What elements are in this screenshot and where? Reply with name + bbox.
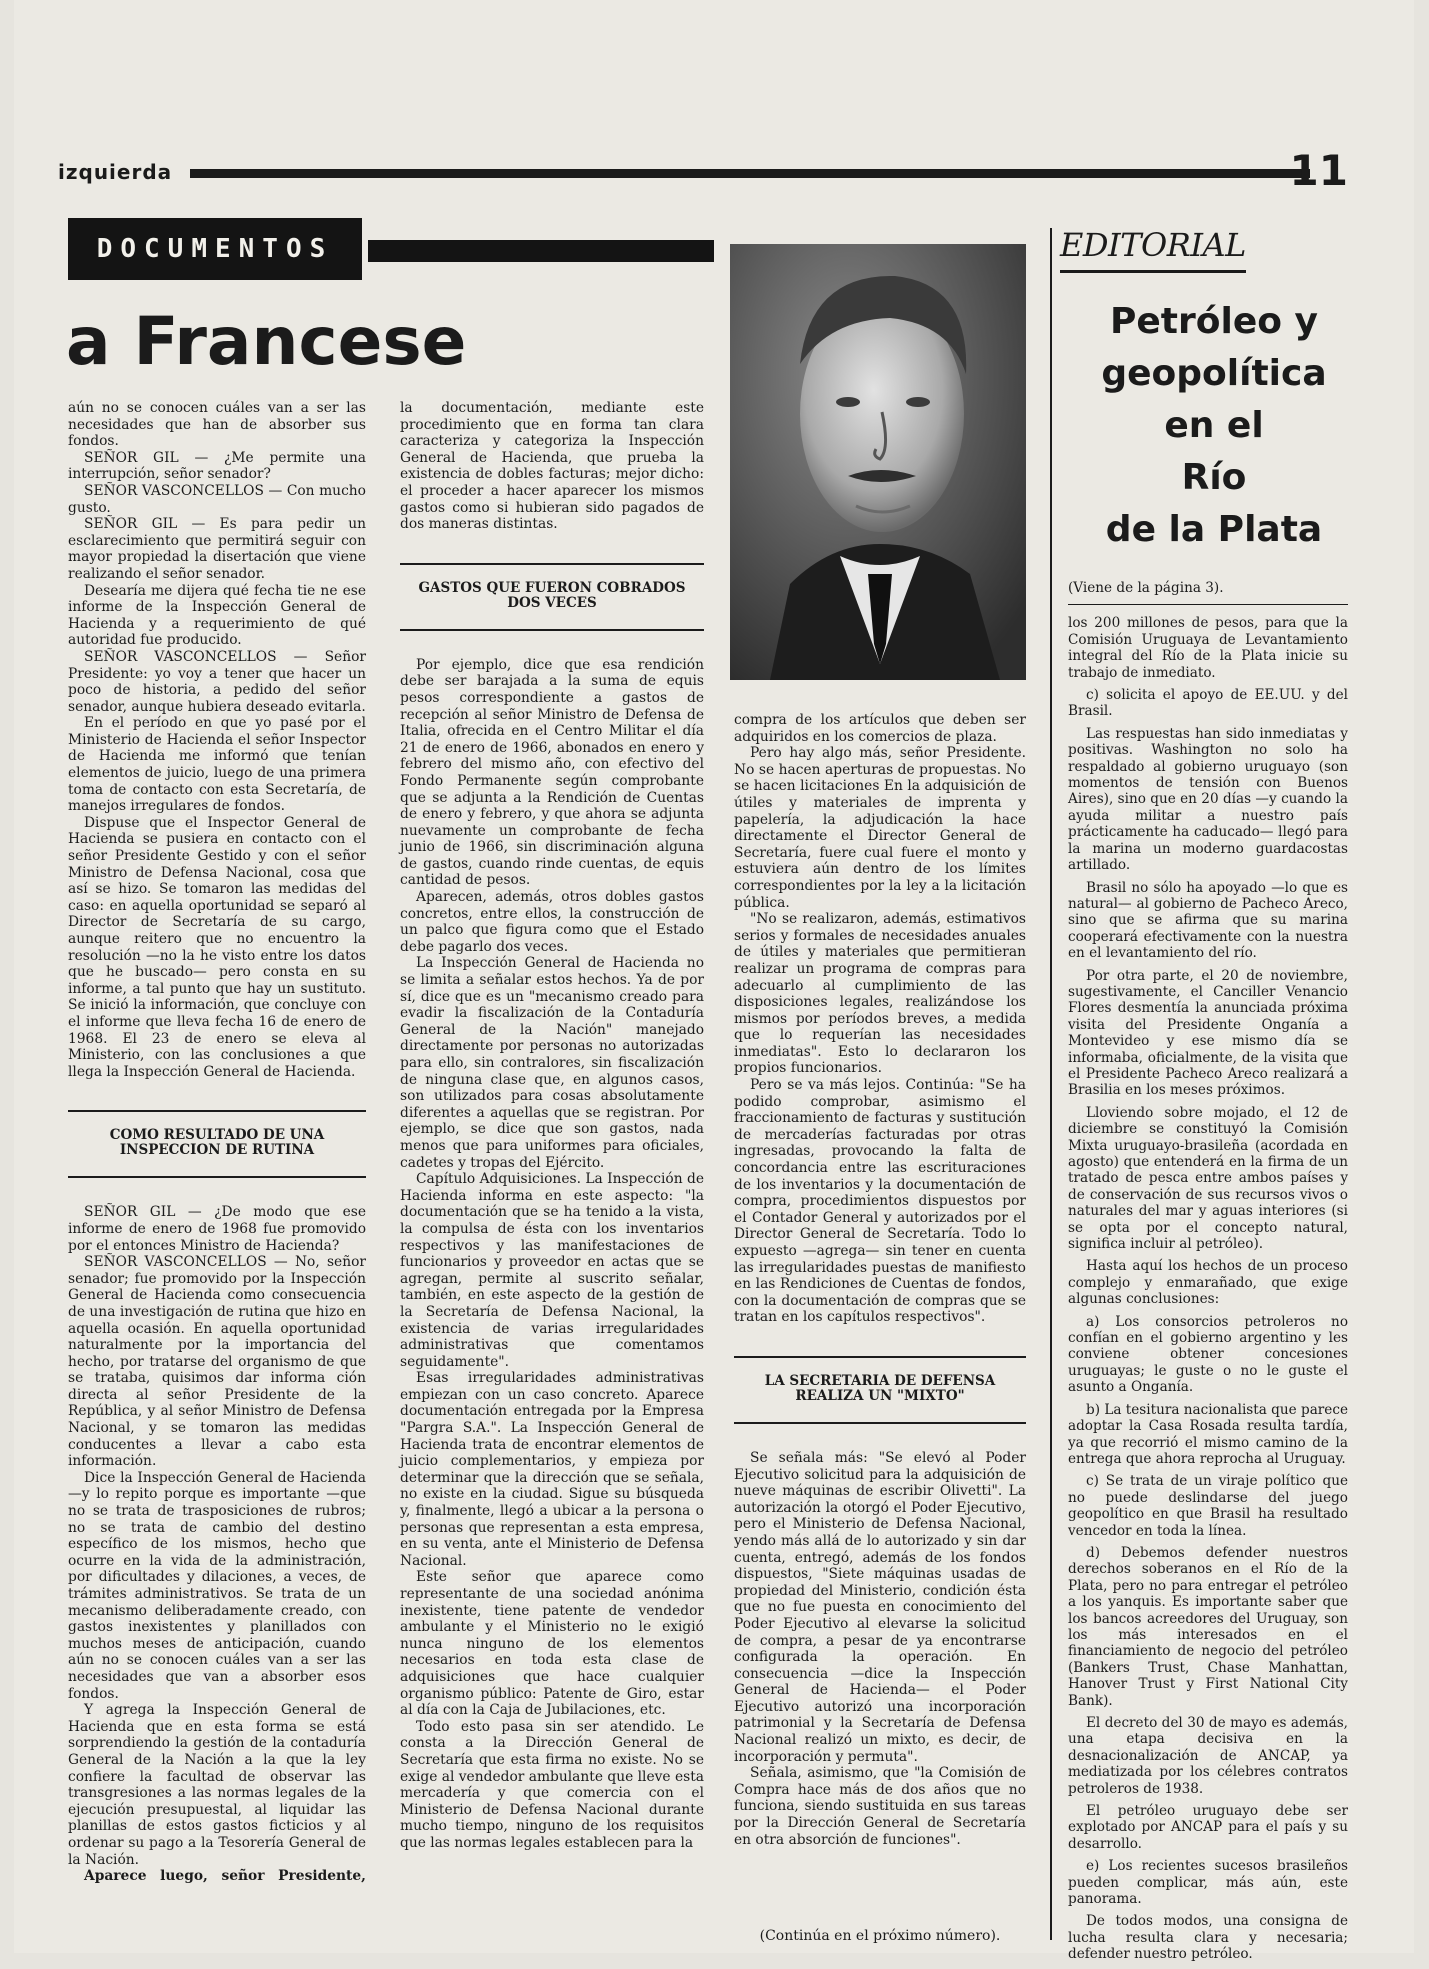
paragraph: Hasta aquí los hechos de un proceso complejo y enmarañado, que exige algunas conclusiones:	[1068, 1258, 1348, 1308]
paragraph: Todo esto pasa sin ser atendido. Le consta a la Dirección General de Secretaría que esta firma no existe. No se exige al vendedor ambulante que lleve esta mercadería y que comercia con el Ministerio de Defensa Nacional durante mucho tiempo, ninguno de los requisitos que las normas legales establecen para la	[400, 1718, 704, 1851]
page-header	[58, 146, 1348, 202]
paragraph: Pero hay algo más, señor Presidente. No se hacen aperturas de propuestas. No se hacen licitaciones En la adquisición de útiles y materiales de imprenta y papelería, la adjudicación la hace directamente el Director General de Secretaría, fuere cual fuere el monto y estuviera aún dentro de los límites correspondientes por la ley a la licitación pública.	[734, 745, 1026, 911]
editorial-column	[1068, 580, 1348, 1969]
paragraph: c) Se trata de un viraje político que no puede deslindarse del juego geopolítico en que Brasil ha resultado vencedor en toda la línea.	[1068, 1473, 1348, 1539]
kicker-rule	[368, 240, 714, 262]
paragraph: Este señor que aparece como representante de una sociedad anónima inexistente, tiene patente de vendedor ambulante y el Ministerio no le exigió nunca ninguno de los elementos necesarios en toda esta clase de adquisiciones que hace cualquier organismo público: Patente de Giro, estar al día con la Caja de Jubilaciones, etc.	[400, 1569, 704, 1719]
paragraph: Se señala más: "Se elevó al Poder Ejecutivo solicitud para la adquisición de nueve máquinas de escribir Olivetti". La autorización la otorgó el Poder Ejecutivo, pero el Ministerio de Defensa Nacional, yendo más allá de lo autorizado y sin dar cuenta, entregó, además de los fondos dispuestos, "Siete máquinas usadas de propiedad del Ministerio, condición ésta que no fue puesta en conocimiento del Poder Ejecutivo al elevarse la solicitud de compra, a pesar de ya encontrarse configurada la operación. En consecuencia —dice la Inspección General de Hacienda— el Poder Ejecutivo autorizó una incorporación patrimonial y la Secretaría de Defensa Nacional realizó un mixto, es decir, de incorporación y permuta".	[734, 1449, 1026, 1765]
paragraph: compra de los artículos que deben ser adquiridos en los comercios de plaza.	[734, 712, 1026, 745]
paragraph: Por ejemplo, dice que esa rendición debe ser barajada a la suma de equis pesos correspondiente a gastos de recepción al señor Ministro de Defensa de Italia, ofrecida en el Centro Militar el día 21 de enero de 1966, abonados en enero y febrero del mismo año, con efectivo del Fondo Permanente según comprobante que se adjunta a la Rendición de Cuentas de enero y febrero, y que ahora se adjunta nuevamente un comprobante de fecha junio de 1966, sin discriminación alguna de gastos, cuando rinde cuentas, de equis cantidad de pesos.	[400, 656, 704, 889]
paragraph: la documentación, mediante este procedimiento que en forma tan clara caracteriza y categoriza la Inspección General de Hacienda, que prueba la existencia de dobles facturas; mejor dicho: el proceder a hacer aparecer los mismos gastos como si hubieran sido pagados de dos maneras distintas.	[400, 400, 704, 533]
paragraph: Lloviendo sobre mojado, el 12 de diciembre se constituyó la Comisión Mixta uruguayo-brasileña (acordada en agosto) que entenderá en la firma de un tratado de pesca entre ambos países y de conservación de sus recursos vivos o naturales del mar y aguas interiores (si se opta por el concepto natural, significa incluir al petróleo).	[1068, 1104, 1348, 1253]
article-headline: a Francese	[66, 303, 467, 380]
paragraph: b) La tesitura nacionalista que parece adoptar la Casa Rosada resulta tardía, ya que recorrió el mismo camino de la entrega que ahora reprocha al Uruguay.	[1068, 1401, 1349, 1467]
page-number: 11	[1289, 146, 1348, 195]
section-name: izquierda	[58, 160, 173, 184]
editorial-title-line: geopolítica	[1101, 353, 1327, 394]
paragraph: SEÑOR GIL — ¿De modo que ese informe de enero de 1968 fue promovido por el entonces Ministro de Hacienda?	[68, 1204, 366, 1254]
paragraph: aún no se conocen cuáles van a ser las necesidades que han de absorber sus fondos.	[68, 400, 366, 450]
paragraph: Por otra parte, el 20 de noviembre, sugestivamente, el Canciller Venancio Flores desmentía la anunciada próxima visita del Presidente Onganía a Montevideo y ese mismo día se informaba, oficialmente, de la visita que el Presidente Pacheco Areco realizará a Brasilia en los meses próximos.	[1068, 967, 1348, 1099]
paragraph: SEÑOR VASCONCELLOS — Señor Presidente: yo voy a tener que hacer un poco de historia, a pedido del señor senador, aunque hubiera deseado evitarla.	[68, 648, 366, 715]
editorial-title-line: Petróleo y	[1110, 301, 1318, 342]
paragraph: los 200 millones de pesos, para que la Comisión Uruguaya de Levantamiento integral del Río de la Plata inicie su trabajo de inmediato.	[1068, 615, 1348, 681]
paragraph: SEÑOR VASCONCELLOS — No, señor senador; fue promovido por la Inspección General de Hacienda como consecuencia de una investigación de rutina que hizo en aquella ocasión. En aquella oportunidad naturalmente por la importancia del hecho, por tratarse del organismo de que se trataba, quisimos dar informa ción directa al señor Presidente de la República, y al señor Ministro de Defensa Nacional, y se tomaron las medidas conducentes a llevar a cabo esta información.	[68, 1254, 366, 1470]
paragraph: Aparecen, además, otros dobles gastos concretos, entre ellos, la construcción de un palco que figura como que el Estado debe pagarlo dos veces.	[400, 889, 704, 955]
article-column-3	[734, 712, 1026, 1848]
paragraph: Dice la Inspección General de Hacienda —y lo repito porque es importante —que no se trata de trasposiciones de rubros; no se trata de cambio del destino específico de los mismos, hecho que ocurre en la vida de la administración, por dificultades y dilaciones, a veces, de trámites administrativos. Se trata de un mecanismo deliberadamente creado, con gastos inexistentes y planillados con muchos meses de anticipación, cuando aún no se conocen cuáles van a ser las necesidades que van a absorber esos fondos.	[68, 1469, 366, 1702]
paragraph: Y agrega la Inspección General de Hacienda que en esta forma se está sorprendiendo la gestión de la contaduría General de la Nación a la que la ley confiere la facultad de observar las transgresiones a las normas legales de la ejecución presupuestal, al liquidar las planillas de estos gastos ficticios y al ordenar su pago a la Tesorería General de la Nación.	[68, 1702, 366, 1868]
paragraph: Esas irregularidades administrativas empiezan con un caso concreto. Aparece documentación entregada por la Empresa "Pargra S.A.". La Inspección General de Hacienda trata de encontrar elementos de juicio complementarios, y empieza por determinar que la dirección que se señala, no existe en la ciudad. Sigue su búsqueda y, finalmente, llegó a ubicar a la persona o personas que representan a esta empresa, en su venta, ante el Ministerio de Defensa Nacional.	[400, 1370, 704, 1569]
paragraph: a) Los consorcios petroleros no confían en el gobierno argentino y les conviene obtener concesiones uruguayas; le guste o no le guste el asunto a Onganía.	[1068, 1313, 1348, 1396]
paragraph: Las respuestas han sido inmediatas y positivas. Washington no solo ha respaldado al gobierno uruguayo (son momentos de tensión con Buenos Aires), sino que en 20 días —y cuando la ayuda militar a nuestro país prácticamente ha caducado— llegó para la marina un moderno guardacostas artillado.	[1068, 725, 1348, 874]
paragraph: SEÑOR GIL — Es para pedir un esclarecimiento que permitirá seguir con mayor propiedad la disertación que viene realizando el señor senador.	[68, 516, 366, 582]
paragraph: c) solicita el apoyo de EE.UU. y del Brasil.	[1068, 687, 1348, 720]
paragraph: Capítulo Adquisiciones. La Inspección de Hacienda informa en este aspecto: "la documentación que se ha tenido a la vista, la compulsa de ésta con los inventarios respectivos y las manifestaciones de funcionarios y proveedor en actas que se agregan, permite al suscrito señalar, también, en este aspecto de la gestión de la Secretaría de Defensa Nacional, la existencia de varias irregularidades administrativas que comentamos seguidamente".	[400, 1171, 704, 1370]
editorial-rule	[1068, 604, 1348, 605]
editorial-title-line: de la Plata	[1105, 509, 1323, 550]
editorial-label: EDITORIAL	[1060, 226, 1246, 273]
paragraph: SEÑOR GIL — ¿Me permite una interrupción, señor senador?	[68, 449, 366, 483]
paragraph: En el período en que yo pasé por el Ministerio de Hacienda el señor Inspector de Hacienda me informó que tenían elementos de juicio, luego de una primera toma de contacto con esta Secretaría, de manejos irregulares de fondos.	[68, 715, 366, 815]
paragraph: De todos modos, una consigna de lucha resulta clara y necesaria; defender nuestro petróleo.	[1068, 1913, 1348, 1963]
editorial-title-line: Río	[1181, 457, 1247, 498]
paragraph: El petróleo uruguayo debe ser explotado por ANCAP para el país y su desarrollo.	[1068, 1803, 1348, 1852]
header-rule	[190, 169, 1310, 178]
article-column-1	[68, 400, 366, 1885]
paragraph: Brasil no sólo ha apoyado —lo que es natural— al gobierno de Pacheco Areco, sino que se afirma que su marina cooperará efectivamente con la nuestra en el levantamiento del río.	[1068, 879, 1348, 962]
editorial-divider	[1050, 228, 1052, 1940]
paragraph: SEÑOR VASCONCELLOS — Con mucho gusto.	[68, 482, 366, 516]
newspaper-page	[14, 0, 1414, 1963]
paragraph: Aparece luego, señor Presidente,	[84, 1868, 366, 1885]
continued-from-note: (Viene de la página 3).	[1068, 580, 1224, 596]
portrait-illustration	[730, 244, 1026, 680]
paragraph: "No se realizaron, además, estimativos serios y formales de necesidades anuales de útiles y materiales que permitieran realizar un programa de compras para adecuarlo al cumplimiento de las disposiciones legales, realizándose los mismos por períodos breves, a medida que lo requerían las necesidades inmediatas". Esto lo declararon los propios funcionarios.	[734, 911, 1026, 1077]
paragraph: El decreto del 30 de mayo es además, una etapa decisiva en la desnacionalización de ANCAP, ya mediatizada por los célebres contratos petroleros de 1938.	[1068, 1715, 1348, 1797]
subheading: LA SECRETARIA DE DEFENSA REALIZA UN "MIXTO"	[734, 1356, 1026, 1424]
paragraph: d) Debemos defender nuestros derechos soberanos en el Río de la Plata, pero no para entregar el petróleo a los yanquis. Es importante saber que los bancos acreedores del Uruguay, son los más interesados en el financiamiento de negocio del petróleo (Bankers Trust, Chase Manhattan, Hanover Trust y First National City Bank).	[1068, 1544, 1348, 1709]
continued-note: (Continúa en el próximo número).	[759, 1928, 1001, 1944]
paragraph: Pero se va más lejos. Continúa: "Se ha podido comprobar, asimismo el fraccionamiento de facturas y sustitución de mercaderías facturadas por otras ingresadas, provocando la falta de concordancia entre las escrituraciones de los inventarios y la documentación de compra, procedimientos dispuestos por el Contador General y autorizados por el Director General de Secretaría. Todo lo expuesto —agrega— sin tener en cuenta las irregularidades puestas de manifiesto en las Rendiciones de Cuentas de fondos, con la documentación de compras que se tratan en los capítulos respectivos".	[734, 1077, 1026, 1326]
paragraph: Dispuse que el Inspector General de Hacienda se pusiera en contacto con el señor Presidente Gestido y con el señor Ministro de Defensa Nacional, cosa que así se hizo. Se tomaron las medidas del caso: en aquella oportunidad se separó al Director de Secretaría de su cargo, aunque reitero que no encuentro la resolución —no la he visto entre los datos que he buscado— pero consta en su informe, a tal punto que hay un sustituto. Se inició la información, que concluye con el informe que lleva fecha 16 de enero de 1968. El 23 de enero se eleva al Ministerio, con las conclusiones a que llega la Inspección General de Hacienda.	[68, 814, 366, 1080]
portrait-photo	[730, 244, 1026, 680]
paragraph: Señala, asimismo, que "la Comisión de Compra hace más de dos años que no funciona, siendo sustituida en sus tareas por la Dirección General de Secretaría en otra absorción de funciones".	[734, 1765, 1026, 1848]
paragraph: e) Los recientes sucesos brasileños pueden complicar, más aún, este panorama.	[1068, 1858, 1348, 1908]
paragraph: Desearía me dijera qué fecha tie ne ese informe de la Inspección General de Hacienda y a requerimiento de qué autoridad fue producido.	[68, 582, 366, 649]
subheading: GASTOS QUE FUERON COBRADOS DOS VECES	[400, 563, 704, 631]
article-column-2	[400, 400, 704, 1852]
subheading: COMO RESULTADO DE UNA INSPECCION DE RUTINA	[68, 1110, 366, 1178]
editorial-title	[1064, 296, 1364, 556]
paragraph: La Inspección General de Hacienda no se limita a señalar estos hechos. Ya de por sí, dice que es un "mecanismo creado para evadir la fiscalización de la Contaduría General de la Nación" manejado directamente por personas no autorizadas para ello, sin contralores, sin fiscalización de ninguna clase que, en algunos casos, son utilizados para cosas absolutamente diferentes a aquellas que se registran. Por ejemplo, se dice que son gastos, nada menos que para uniformes para oficiales, cadetes y tropas del Ejército.	[400, 955, 704, 1171]
editorial-title-line: en el	[1164, 405, 1264, 446]
article-kicker: DOCUMENTOS	[68, 218, 362, 280]
